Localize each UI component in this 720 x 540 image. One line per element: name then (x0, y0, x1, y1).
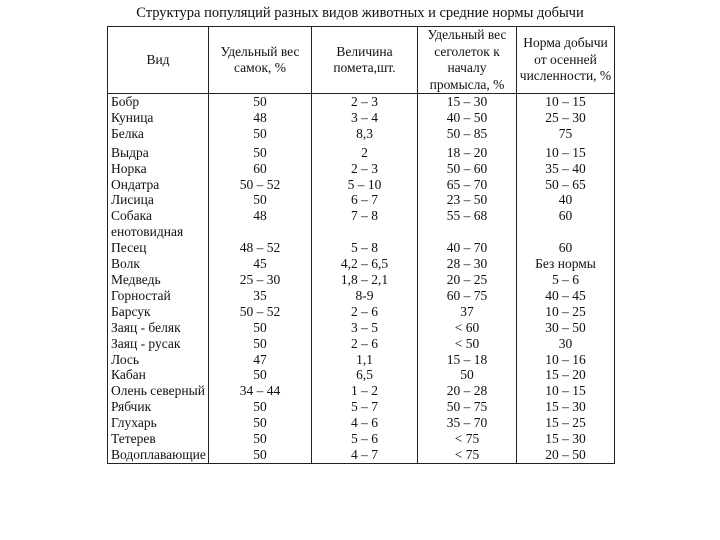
litter-size-cell: 3 – 4 (312, 110, 418, 126)
yearling-share-cell: 50 – 75 (418, 399, 517, 415)
litter-size-cell: 1,8 – 2,1 (312, 272, 418, 288)
female-share-cell: 50 (209, 431, 312, 447)
species-cell: Заяц - беляк (108, 320, 209, 336)
female-share-cell: 50 (209, 415, 312, 431)
litter-size-cell: 4 – 7 (312, 447, 418, 463)
litter-size-cell: 7 – 8 (312, 208, 418, 240)
litter-size-cell: 2 (312, 145, 418, 161)
harvest-norm-cell: 30 (517, 336, 615, 352)
col-header-litter-size: Величина помета,шт. (312, 27, 418, 94)
litter-size-cell: 2 – 3 (312, 94, 418, 110)
harvest-norm-cell: 75 (517, 126, 615, 142)
species-cell: Медведь (108, 272, 209, 288)
female-share-cell: 48 – 52 (209, 240, 312, 256)
female-share-cell: 50 – 52 (209, 304, 312, 320)
litter-size-cell: 2 – 6 (312, 304, 418, 320)
yearling-share-cell: 28 – 30 (418, 256, 517, 272)
female-share-cell: 50 (209, 367, 312, 383)
table-row (108, 94, 615, 110)
litter-size-cell: 5 – 6 (312, 431, 418, 447)
yearling-share-cell: 60 – 75 (418, 288, 517, 304)
table-row (108, 145, 615, 161)
harvest-norm-cell: 60 (517, 208, 615, 240)
yearling-share-cell: 37 (418, 304, 517, 320)
species-cell: Куница (108, 110, 209, 126)
table-row (108, 336, 615, 352)
harvest-norm-cell: 10 – 15 (517, 94, 615, 110)
litter-size-cell: 3 – 5 (312, 320, 418, 336)
yearling-share-cell: 55 – 68 (418, 208, 517, 240)
female-share-cell: 50 (209, 336, 312, 352)
yearling-share-cell: < 60 (418, 320, 517, 336)
species-cell: Кабан (108, 367, 209, 383)
table-row (108, 126, 615, 142)
species-cell: Песец (108, 240, 209, 256)
litter-size-cell: 8-9 (312, 288, 418, 304)
litter-size-cell: 5 – 7 (312, 399, 418, 415)
species-cell: Водоплавающие (108, 447, 209, 463)
yearling-share-cell: 20 – 25 (418, 272, 517, 288)
table-row (108, 161, 615, 177)
species-cell: Норка (108, 161, 209, 177)
species-cell: Ондатра (108, 177, 209, 193)
female-share-cell: 25 – 30 (209, 272, 312, 288)
yearling-share-cell: 35 – 70 (418, 415, 517, 431)
table-row (108, 288, 615, 304)
species-cell: Лось (108, 352, 209, 368)
table-row (108, 352, 615, 368)
litter-size-cell: 2 – 6 (312, 336, 418, 352)
yearling-share-cell: 15 – 18 (418, 352, 517, 368)
species-cell: Тетерев (108, 431, 209, 447)
female-share-cell: 50 (209, 94, 312, 110)
yearling-share-cell: < 75 (418, 431, 517, 447)
table-row (108, 399, 615, 415)
yearling-share-cell: 23 – 50 (418, 192, 517, 208)
female-share-cell: 47 (209, 352, 312, 368)
species-cell: Барсук (108, 304, 209, 320)
harvest-norm-cell: 20 – 50 (517, 447, 615, 463)
table-row (108, 272, 615, 288)
species-cell: Глухарь (108, 415, 209, 431)
col-header-female-share: Удельный вес самок, % (209, 27, 312, 94)
species-cell: Рябчик (108, 399, 209, 415)
female-share-cell: 50 (209, 399, 312, 415)
litter-size-cell: 4,2 – 6,5 (312, 256, 418, 272)
col-header-yearling-share: Удельный вес сеголеток к началу промысла, % (418, 27, 517, 94)
species-cell: Собака енотовидная (108, 208, 209, 240)
harvest-norm-cell: 10 – 15 (517, 383, 615, 399)
species-cell: Бобр (108, 94, 209, 110)
female-share-cell: 50 – 52 (209, 177, 312, 193)
yearling-share-cell: 15 – 30 (418, 94, 517, 110)
table-row (108, 208, 615, 240)
yearling-share-cell: < 50 (418, 336, 517, 352)
table-row (108, 383, 615, 399)
yearling-share-cell: 20 – 28 (418, 383, 517, 399)
page-title: Структура популяций разных видов животных и средние нормы добычи (136, 5, 584, 21)
female-share-cell: 50 (209, 145, 312, 161)
population-table (107, 26, 615, 464)
species-cell: Выдра (108, 145, 209, 161)
litter-size-cell: 1,1 (312, 352, 418, 368)
yearling-share-cell: < 75 (418, 447, 517, 463)
litter-size-cell: 2 – 3 (312, 161, 418, 177)
female-share-cell: 60 (209, 161, 312, 177)
harvest-norm-cell: 35 – 40 (517, 161, 615, 177)
table-row (108, 320, 615, 336)
yearling-share-cell: 40 – 70 (418, 240, 517, 256)
harvest-norm-cell: 5 – 6 (517, 272, 615, 288)
table-row (108, 415, 615, 431)
litter-size-cell: 5 – 8 (312, 240, 418, 256)
table-row (108, 256, 615, 272)
litter-size-cell: 4 – 6 (312, 415, 418, 431)
female-share-cell: 50 (209, 192, 312, 208)
species-cell: Горностай (108, 288, 209, 304)
harvest-norm-cell: 40 – 45 (517, 288, 615, 304)
species-cell: Лисица (108, 192, 209, 208)
harvest-norm-cell: 25 – 30 (517, 110, 615, 126)
harvest-norm-cell: 10 – 15 (517, 145, 615, 161)
litter-size-cell: 6 – 7 (312, 192, 418, 208)
litter-size-cell: 8,3 (312, 126, 418, 142)
female-share-cell: 35 (209, 288, 312, 304)
harvest-norm-cell: 50 – 65 (517, 177, 615, 193)
table-row (108, 447, 615, 463)
species-cell: Олень северный (108, 383, 209, 399)
harvest-norm-cell: 15 – 20 (517, 367, 615, 383)
table-row (108, 367, 615, 383)
female-share-cell: 48 (209, 208, 312, 240)
yearling-share-cell: 50 – 85 (418, 126, 517, 142)
female-share-cell: 50 (209, 126, 312, 142)
table-body (108, 94, 615, 464)
litter-size-cell: 6,5 (312, 367, 418, 383)
harvest-norm-cell: 15 – 30 (517, 431, 615, 447)
col-header-species: Вид (108, 27, 209, 94)
species-cell: Волк (108, 256, 209, 272)
table-row (108, 110, 615, 126)
header-row (108, 27, 615, 94)
female-share-cell: 48 (209, 110, 312, 126)
female-share-cell: 50 (209, 447, 312, 463)
litter-size-cell: 5 – 10 (312, 177, 418, 193)
harvest-norm-cell: 15 – 30 (517, 399, 615, 415)
litter-size-cell: 1 – 2 (312, 383, 418, 399)
col-header-harvest-norm: Норма добычи от осенней численности, % (517, 27, 615, 94)
female-share-cell: 34 – 44 (209, 383, 312, 399)
yearling-share-cell: 50 (418, 367, 517, 383)
species-cell: Белка (108, 126, 209, 142)
harvest-norm-cell: 60 (517, 240, 615, 256)
species-cell: Заяц - русак (108, 336, 209, 352)
harvest-norm-cell: 30 – 50 (517, 320, 615, 336)
yearling-share-cell: 65 – 70 (418, 177, 517, 193)
harvest-norm-cell: Без нормы (517, 256, 615, 272)
yearling-share-cell: 50 – 60 (418, 161, 517, 177)
yearling-share-cell: 40 – 50 (418, 110, 517, 126)
table-row (108, 431, 615, 447)
table-row (108, 240, 615, 256)
harvest-norm-cell: 40 (517, 192, 615, 208)
female-share-cell: 50 (209, 320, 312, 336)
harvest-norm-cell: 10 – 25 (517, 304, 615, 320)
harvest-norm-cell: 10 – 16 (517, 352, 615, 368)
yearling-share-cell: 18 – 20 (418, 145, 517, 161)
harvest-norm-cell: 15 – 25 (517, 415, 615, 431)
female-share-cell: 45 (209, 256, 312, 272)
table-row (108, 192, 615, 208)
table-row (108, 177, 615, 193)
table-row (108, 304, 615, 320)
